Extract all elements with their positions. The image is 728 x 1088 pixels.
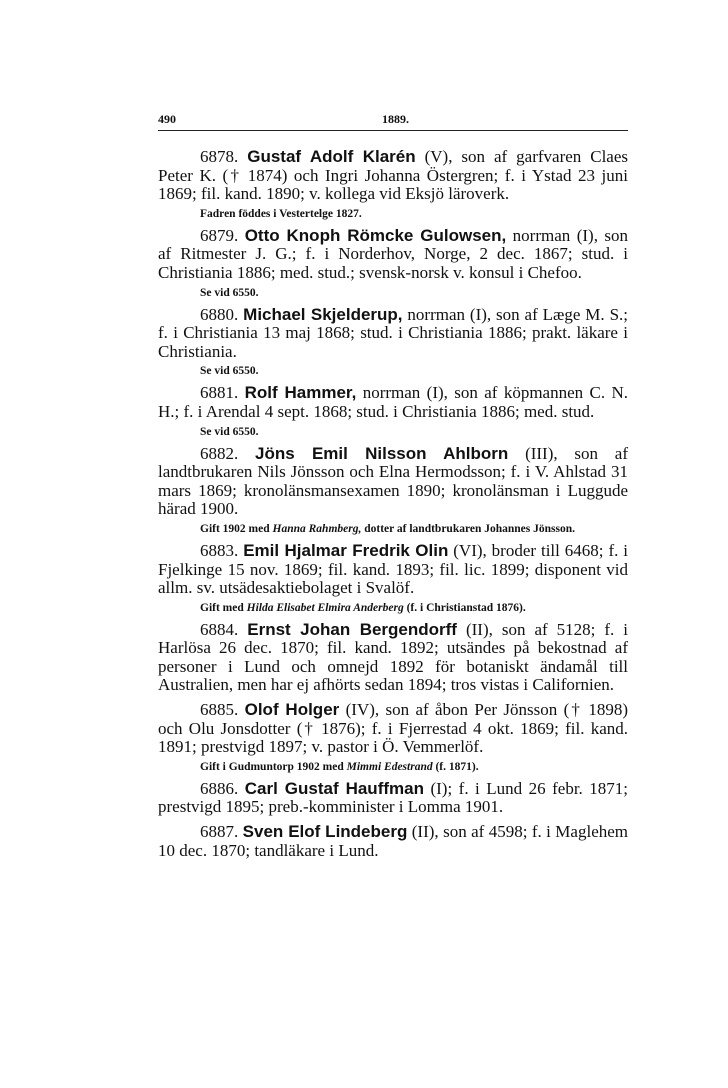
entry-6883 — [158, 542, 628, 598]
note-prefix: Gift med — [200, 601, 247, 614]
entry-name: Jöns Emil Nilsson Ahlborn — [255, 443, 509, 463]
page-header — [158, 112, 628, 132]
entry-6878 — [158, 148, 628, 204]
entry-6885 — [158, 701, 628, 757]
entry-number: 6883. — [200, 540, 239, 560]
note-prefix: Gift 1902 med — [200, 522, 273, 535]
entry-name: Michael Skjelderup, — [243, 304, 403, 324]
entry-name: Rolf Hammer, — [244, 383, 357, 403]
entry-number: 6878. — [200, 147, 239, 166]
entry-6884 — [158, 621, 628, 695]
entry-6879 — [158, 227, 628, 283]
note-suffix: (f. i Christianstad 1876). — [403, 601, 526, 614]
entries-column — [158, 148, 628, 860]
entry-text: (II), son af 4598; f. i Maglehem 10 dec. 1870; tandläkare i Lund. — [158, 822, 629, 860]
entry-note: Fadren föddes i Vestertelge 1827. — [200, 207, 362, 220]
entry-6886 — [158, 780, 628, 817]
note-prefix: Gift i Gudmuntorp 1902 med — [200, 760, 347, 773]
entry-name: Olof Holger — [244, 700, 340, 720]
entry-number: 6881. — [200, 383, 239, 403]
entry-text: (VI), broder till 6468; f. i Fjelkinge 15 nov. 1869; fil. kand. 1893; fil. lic. 1899; disponent vid allm. sv. utsädesaktiebolaget i Svalöf. — [158, 540, 628, 598]
entry-number: 6887. — [200, 822, 239, 842]
entry-number: 6882. — [200, 443, 239, 463]
running-head-year: 1889. — [382, 112, 409, 126]
entry-note: Se vid 6550. — [200, 365, 259, 378]
entry-text: (I); f. i Lund 26 febr. 1871; prestvigd 1895; preb.-komminister i Lomma 1901. — [158, 778, 629, 817]
entry-text: norrman (I), son af Læge M. S.; f. i Christiania 13 maj 1868; stud. i Christiania 1886; prakt. läkare i Christiania. — [158, 304, 628, 361]
note-suffix: dotter af landtbrukaren Johannes Jönsson. — [361, 522, 575, 535]
entry-6881 — [158, 384, 628, 421]
spouse-name: Hilda Elisabet Elmira Anderberg — [246, 601, 404, 614]
entry-text: (V), son af garfvaren Claes Peter K. († 1874) och Ingri Johanna Östergren; f. i Ystad 23 juni 1869; fil. kand. 1890; v. kollega vid Eksjö läroverk. — [158, 147, 629, 204]
entry-name: Carl Gustaf Hauffman — [244, 778, 424, 798]
note-suffix: (f. 1871). — [432, 760, 479, 773]
entry-name: Otto Knoph Römcke Gulowsen, — [244, 225, 507, 245]
entry-text: (III), son af landtbrukaren Nils Jönsson och Elna Hermodsson; f. i V. Ahlstad 31 mars 1869; kronolänsmansexamen 1890; kronolänsman i Luggude härad 1900. — [158, 443, 629, 519]
entry-number: 6879. — [200, 225, 239, 245]
entry-note: Se vid 6550. — [200, 425, 259, 438]
entry-6887 — [158, 823, 628, 860]
entry-note — [200, 760, 628, 775]
entry-6882 — [158, 445, 628, 519]
entry-text: (IV), son af åbon Per Jönsson († 1898) och Olu Jonsdotter († 1876); f. i Fjerrestad 4 okt. 1869; fil. kand. 1891; prestvigd 1897; v. pastor i Ö. Vemmerlöf. — [158, 700, 628, 757]
entry-note — [200, 601, 628, 616]
entry-number: 6886. — [200, 778, 239, 798]
entry-number: 6885. — [200, 700, 239, 720]
entry-note — [158, 522, 628, 537]
spouse-name: Hanna Rahmberg, — [272, 522, 362, 535]
entry-text: norrman (I), son af köpmannen C. N. H.; f. i Arendal 4 sept. 1868; stud. i Christiania 1886; med. stud. — [158, 383, 629, 421]
entry-number: 6880. — [200, 304, 239, 324]
entry-number: 6884. — [200, 619, 239, 639]
entry-text: norrman (I), son af Ritmester J. G.; f. i Norderhov, Norge, 2 dec. 1867; stud. i Christiania 1886; med. stud.; svensk-norsk v. konsul i Chefoo. — [158, 225, 628, 282]
entry-6880 — [158, 306, 628, 362]
entry-name: Emil Hjalmar Fredrik Olin — [243, 540, 449, 560]
header-rule — [158, 130, 628, 131]
page-number: 490 — [158, 112, 176, 126]
entry-note: Se vid 6550. — [200, 286, 259, 299]
entry-name: Gustaf Adolf Klarén — [247, 147, 416, 166]
spouse-name: Mimmi Edestrand — [346, 760, 433, 773]
entry-name: Sven Elof Lindeberg — [242, 822, 408, 842]
entry-name: Ernst Johan Bergendorff — [247, 619, 457, 639]
entry-text: (II), son af 5128; f. i Harlösa 26 dec. 1870; fil. kand. 1892; utsändes på bekostnad af personer i Lund och omnejd 1892 för botaniskt ändamål till Australien, men har ej afhörts sedan 1894; tros vistas i Californien. — [158, 619, 629, 695]
